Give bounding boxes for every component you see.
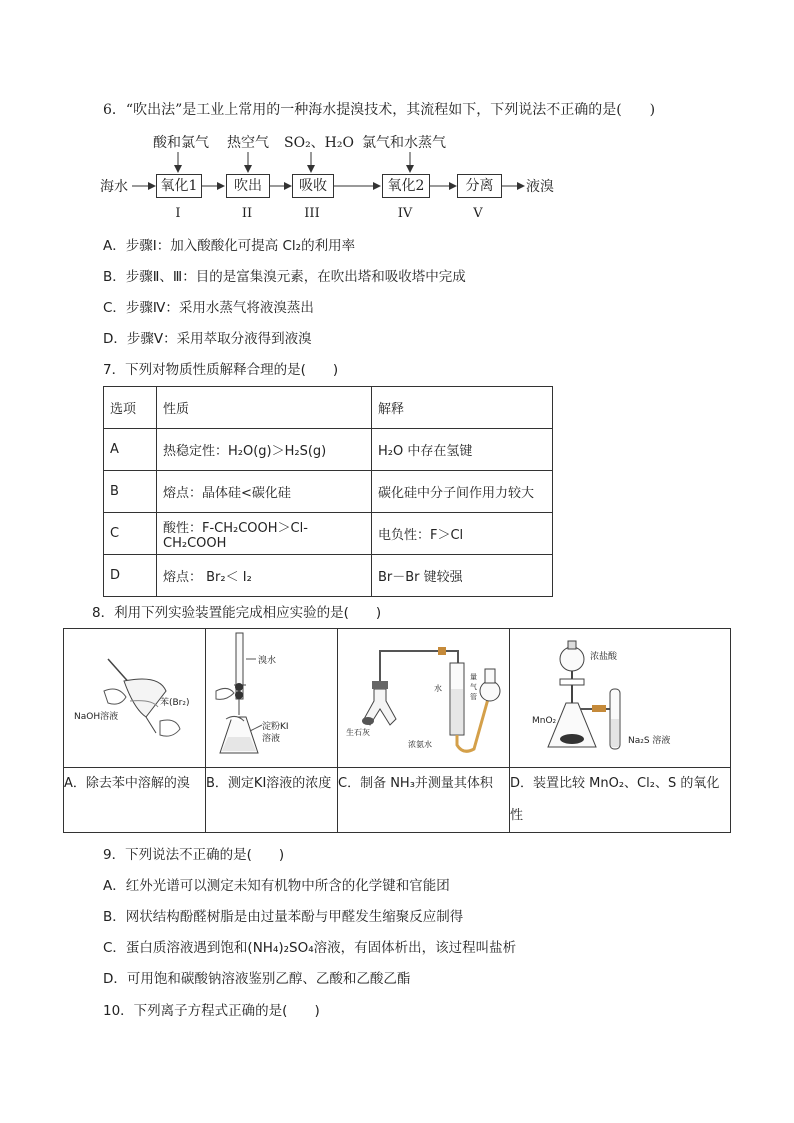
step-number: III [304, 206, 320, 221]
starch-ki-label: 淀粉KI [262, 722, 289, 732]
q8-option-b: B．测定KI溶液的浓度 [206, 768, 338, 833]
q6-option-c: C．步骤Ⅳ：采用水蒸气将液溴蒸出 [103, 300, 314, 316]
apparatus-c-cell [338, 629, 510, 768]
q8-option-a: A．除去苯中溶解的溴 [64, 768, 206, 833]
chlorine-generation-illustration [510, 629, 729, 763]
q8-option-c: C．制备 NH₃并测量其体积 [338, 768, 510, 833]
q9-option-a: A．红外光谱可以测定未知有机物中所含的化学键和官能团 [103, 878, 450, 894]
table-cell: 热稳定性：H₂O(g)＞H₂S(g) [157, 429, 372, 471]
question-8-stem: 8．利用下列实验装置能完成相应实验的是( ) [92, 605, 382, 621]
question-10-stem: 10．下列离子方程式正确的是( ) [103, 1003, 320, 1019]
flow-step-box: 氧化1 [156, 174, 202, 198]
q8-option-d: D．装置比较 MnO₂、Cl₂、S 的氧化性 [510, 768, 731, 833]
reagent-label: 热空气 [227, 135, 269, 151]
flow-step-box: 氧化2 [382, 174, 430, 198]
q9-option-d: D．可用饱和碳酸钠溶液鉴别乙醇、乙酸和乙酸乙酯 [103, 971, 411, 987]
bromine-water-label: 溴水 [258, 656, 277, 666]
table-cell: A [104, 429, 157, 471]
header-cell: 性质 [157, 387, 372, 429]
naoh-label: NaOH溶液 [74, 712, 119, 722]
step-number: I [175, 206, 181, 221]
burette-illustration [206, 629, 337, 763]
q6-option-b: B．步骤Ⅱ、Ⅲ：目的是富集溴元素，在吹出塔和吸收塔中完成 [103, 269, 466, 285]
question-9-stem: 9．下列说法不正确的是( ) [103, 847, 285, 863]
gas-burette-char: 量 [470, 673, 477, 681]
table-cell: D [104, 555, 157, 597]
benzene-label: 苯(Br₂) [160, 698, 190, 708]
q9-option-c: C．蛋白质溶液遇到饱和(NH₄)₂SO₄溶液，有固体析出，该过程叫盐析 [103, 940, 517, 956]
quicklime-label: 生石灰 [346, 728, 370, 737]
water-label: 水 [434, 684, 442, 693]
reagent-label: SO₂、H₂O [284, 135, 354, 151]
table-cell: 电负性：F＞Cl [372, 513, 553, 555]
q9-option-b: B．网状结构酚醛树脂是由过量苯酚与甲醛发生缩聚反应制得 [103, 909, 464, 925]
flow-output: 液溴 [526, 179, 554, 195]
table-cell: 熔点： Br₂＜ I₂ [157, 555, 372, 597]
flow-step-box: 吸收 [292, 174, 334, 198]
table-cell: B [104, 471, 157, 513]
step-number: V [473, 206, 483, 221]
flow-step-box: 分离 [457, 174, 502, 198]
question-7-stem: 7．下列对物质性质解释合理的是( ) [103, 362, 339, 378]
table-row [104, 429, 553, 471]
caption-row [64, 768, 731, 833]
table-cell: 熔点：晶体硅<碳化硅 [157, 471, 372, 513]
ammonia-water-label: 浓氨水 [408, 740, 432, 749]
apparatus-b-cell [206, 629, 338, 768]
ammonia-setup-illustration [338, 629, 509, 763]
solution-label: 溶液 [262, 734, 281, 744]
mno2-label: MnO₂ [532, 716, 557, 726]
apparatus-d-cell [510, 629, 731, 768]
gas-burette-char: 管 [470, 693, 477, 701]
conc-hcl-label: 浓盐酸 [590, 652, 618, 662]
na2s-label: Na₂S 溶液 [628, 736, 671, 746]
table-cell: 碳化硅中分子间作用力较大 [372, 471, 553, 513]
reagent-label: 酸和氯气 [153, 135, 209, 151]
bromine-extraction-flowchart [100, 128, 570, 228]
apparatus-a-cell [64, 629, 206, 768]
table-row [104, 555, 553, 597]
flow-step-box: 吹出 [226, 174, 270, 198]
separatory-funnel-illustration [64, 629, 205, 763]
question-6-stem: 6．“吹出法”是工业上常用的一种海水提溴技术，其流程如下，下列说法不正确的是( ) [103, 102, 656, 118]
apparatus-row [64, 629, 731, 768]
flow-input: 海水 [100, 179, 128, 195]
table-row [104, 471, 553, 513]
gas-burette-char: 气 [470, 683, 477, 691]
table-cell: 酸性：F-CH₂COOH＞Cl-CH₂COOH [157, 513, 372, 555]
q7-table [103, 386, 553, 597]
step-number: II [241, 206, 253, 221]
step-number: IV [397, 206, 413, 221]
header-cell: 解释 [372, 387, 553, 429]
q6-option-a: A．步骤Ⅰ：加入酸酸化可提高 Cl₂的利用率 [103, 238, 356, 254]
q6-option-d: D．步骤Ⅴ：采用萃取分液得到液溴 [103, 331, 312, 347]
table-cell: C [104, 513, 157, 555]
reagent-label: 氯气和水蒸气 [362, 135, 446, 151]
table-cell: H₂O 中存在氢键 [372, 429, 553, 471]
table-cell: Br－Br 键较强 [372, 555, 553, 597]
table-row [104, 513, 553, 555]
header-cell: 选项 [104, 387, 157, 429]
table-header-row [104, 387, 553, 429]
q8-table [63, 628, 731, 833]
